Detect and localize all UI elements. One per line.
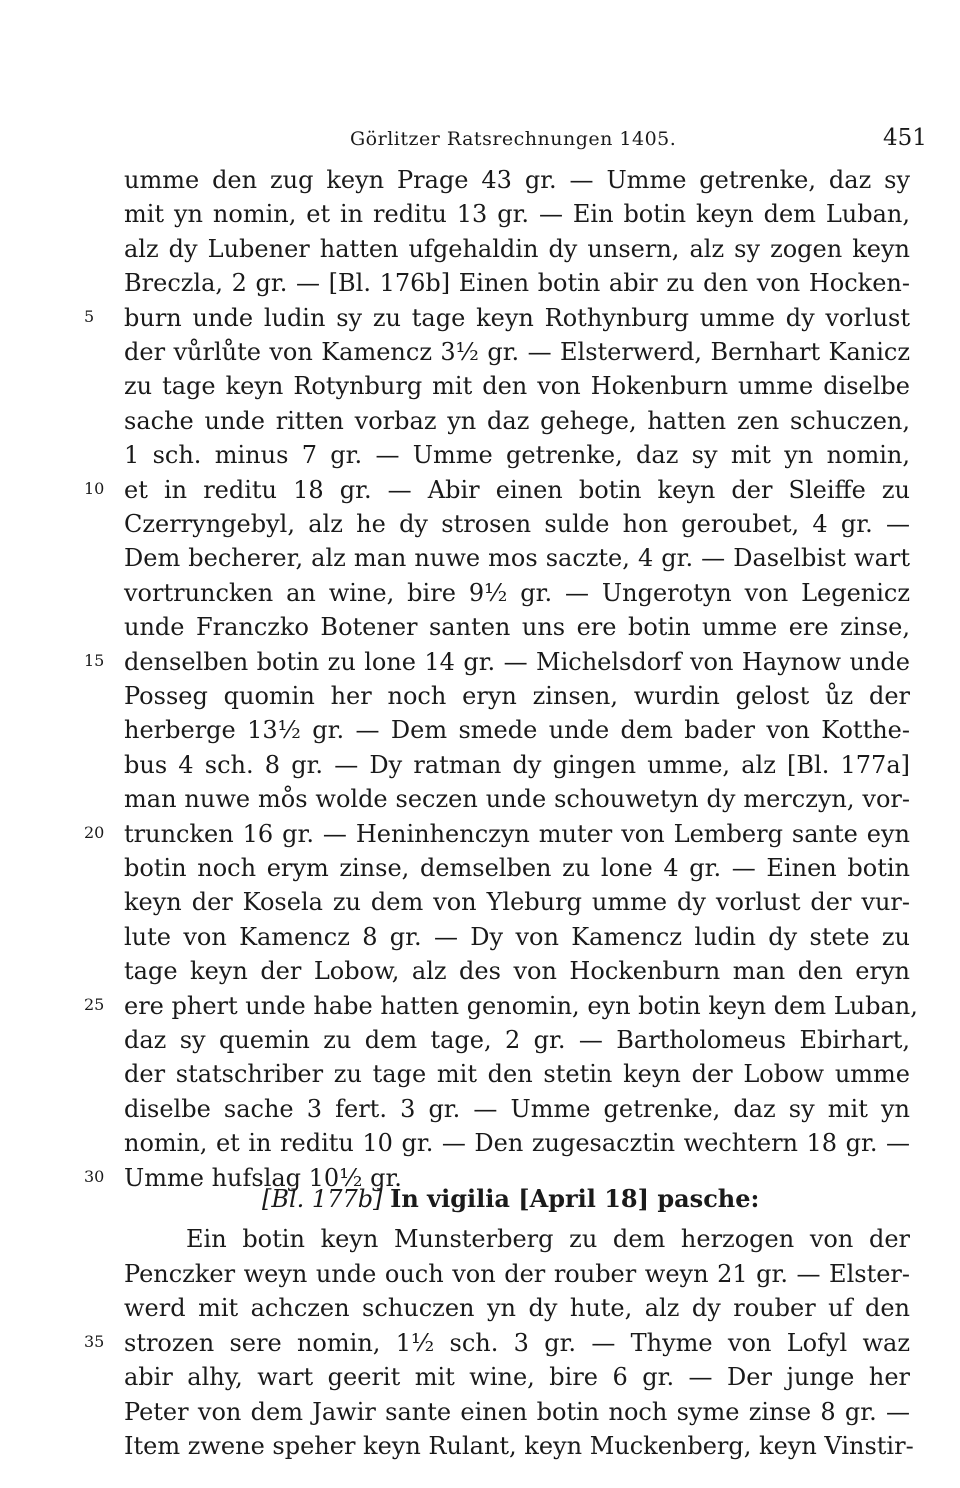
section-title: In vigilia [April 18] pasche:: [390, 1184, 760, 1213]
text-line: [0, 885, 960, 919]
text-line: [0, 335, 960, 369]
line-text: Dem becherer, alz man nuwe mos saczte, 4 gr. — Daselbist wart: [124, 544, 910, 573]
line-text: abir alhy, wart geerit mit wine, bire 6 gr. — Der junge her: [124, 1363, 910, 1391]
line-text: zu tage keyn Rotynburg mit den von Hokenburn umme diselbe: [124, 372, 910, 401]
text-line: [0, 404, 960, 438]
text-line: [0, 438, 960, 472]
text-line: [0, 1023, 960, 1057]
section-heading: [262, 1182, 759, 1216]
line-text: werd mit achczen schuczen yn dy hute, alz dy rouber uf den: [124, 1294, 910, 1322]
line-text: umme den zug keyn Prage 43 gr. — Umme getrenke, daz sy: [124, 166, 910, 194]
text-line: [0, 1291, 960, 1325]
line-number: 25: [84, 994, 105, 1014]
text-line: [0, 989, 960, 1023]
text-line: [0, 1395, 960, 1429]
text-line: [0, 541, 960, 575]
line-number: 5: [84, 306, 95, 326]
text-line: [0, 1126, 960, 1160]
line-text: Penczker weyn unde ouch von der rouber weyn 21 gr. — Elster-: [124, 1259, 910, 1288]
line-number: 10: [84, 478, 105, 498]
line-text: diselbe sache 3 fert. 3 gr. — Umme getrenke, daz sy mit yn: [124, 1094, 910, 1123]
text-line: [0, 645, 960, 679]
text-line: [0, 473, 960, 507]
text-line: [0, 713, 960, 747]
line-text: lute von Kamencz 8 gr. — Dy von Kamencz ludin dy stete zu: [124, 922, 910, 951]
text-line: [0, 1429, 960, 1463]
line-text: man nuwe mo̊s wolde seczen unde schouwetyn dy merczyn, vor-: [124, 785, 910, 814]
line-text: herberge 13½ gr. — Dem smede unde dem bader von Kotthe-: [124, 716, 910, 745]
line-number: 20: [84, 822, 105, 842]
line-text: keyn der Kosela zu dem von Yleburg umme dy vorlust der vur-: [124, 888, 910, 917]
text-line: [0, 507, 960, 541]
text-line: [0, 954, 960, 988]
text-line: [0, 920, 960, 954]
line-number: 30: [84, 1166, 105, 1186]
line-text: 1 sch. minus 7 gr. — Umme getrenke, daz sy mit yn nomin,: [124, 441, 910, 470]
line-text: unde Franczko Botener santen uns ere botin umme ere zinse,: [124, 613, 910, 642]
line-text: botin noch erym zinse, demselben zu lone 4 gr. — Einen botin: [124, 854, 910, 882]
text-line: [0, 1222, 960, 1256]
line-text: Umme hufslag 10½ gr.: [124, 1163, 402, 1192]
line-text: burn unde ludin sy zu tage keyn Rothynburg umme dy vorlust: [124, 303, 910, 332]
line-text: Posseg quomin her noch eryn zinsen, wurdin gelost ůz der: [124, 682, 910, 710]
line-text: Czerryngebyl, alz he dy strosen sulde hon geroubet, 4 gr. —: [124, 510, 910, 538]
text-line: [0, 301, 960, 335]
text-line: [0, 1326, 960, 1360]
line-text: alz dy Lubener hatten ufgehaldin dy unsern, alz sy zogen keyn: [124, 234, 910, 263]
line-text: mit yn nomin, et in reditu 13 gr. — Ein botin keyn dem Luban,: [124, 200, 910, 229]
text-line: [0, 1057, 960, 1091]
text-line: [0, 266, 960, 300]
text-line: [0, 1092, 960, 1126]
text-line: [0, 1257, 960, 1291]
line-text: Ein botin keyn Munsterberg zu dem herzogen von der: [186, 1225, 910, 1253]
line-text: daz sy quemin zu dem tage, 2 gr. — Bartholomeus Ebirhart,: [124, 1026, 910, 1054]
line-text: Breczla, 2 gr. — [Bl. 176b] Einen botin abir zu den von Hocken-: [124, 269, 910, 298]
line-text: der vůrlůte von Kamencz 3½ gr. — Elsterwerd, Bernhart Kanicz: [124, 338, 910, 366]
page-number: 451: [883, 125, 927, 151]
line-text: tage keyn der Lobow, alz des von Hockenburn man den eryn: [124, 957, 910, 986]
text-line: [0, 163, 960, 197]
line-text: der statschriber zu tage mit den stetin keyn der Lobow umme: [124, 1060, 910, 1089]
line-text: bus 4 sch. 8 gr. — Dy ratman dy gingen umme, alz [Bl. 177a]: [124, 750, 910, 779]
folio-reference: [Bl. 177b]: [262, 1185, 383, 1213]
text-line: [0, 197, 960, 231]
line-number: 15: [84, 650, 105, 670]
text-line: [0, 851, 960, 885]
text-line: [0, 1360, 960, 1394]
text-line: [0, 232, 960, 266]
line-text: sache unde ritten vorbaz yn daz gehege, hatten zen schuczen,: [124, 406, 910, 435]
line-text: strozen sere nomin, 1½ sch. 3 gr. — Thyme von Lofyl waz: [124, 1328, 910, 1357]
line-number: 35: [84, 1331, 105, 1351]
line-text: vortruncken an wine, bire 9½ gr. — Ungerotyn von Legenicz: [124, 578, 910, 607]
text-line: [0, 817, 960, 851]
line-text: denselben botin zu lone 14 gr. — Michelsdorf von Haynow unde: [124, 647, 910, 676]
line-text: Peter von dem Jawir sante einen botin noch syme zinse 8 gr. —: [124, 1397, 910, 1426]
text-line: [0, 782, 960, 816]
line-text: ere phert unde habe hatten genomin, eyn botin keyn dem Luban,: [124, 991, 918, 1020]
line-text: truncken 16 gr. — Heninhenczyn muter von Lemberg sante eyn: [124, 819, 910, 848]
text-line: [0, 610, 960, 644]
text-line: [0, 748, 960, 782]
text-line: [0, 369, 960, 403]
running-header: Görlitzer Ratsrechnungen 1405.: [350, 128, 677, 150]
line-text: et in reditu 18 gr. — Abir einen botin keyn der Sleiffe zu: [124, 475, 910, 504]
line-text: Item zwene speher keyn Rulant, keyn Muckenberg, keyn Vinstir-: [124, 1432, 914, 1460]
text-line: [0, 679, 960, 713]
text-line: [0, 576, 960, 610]
line-text: nomin, et in reditu 10 gr. — Den zugesacztin wechtern 18 gr. —: [124, 1129, 910, 1158]
